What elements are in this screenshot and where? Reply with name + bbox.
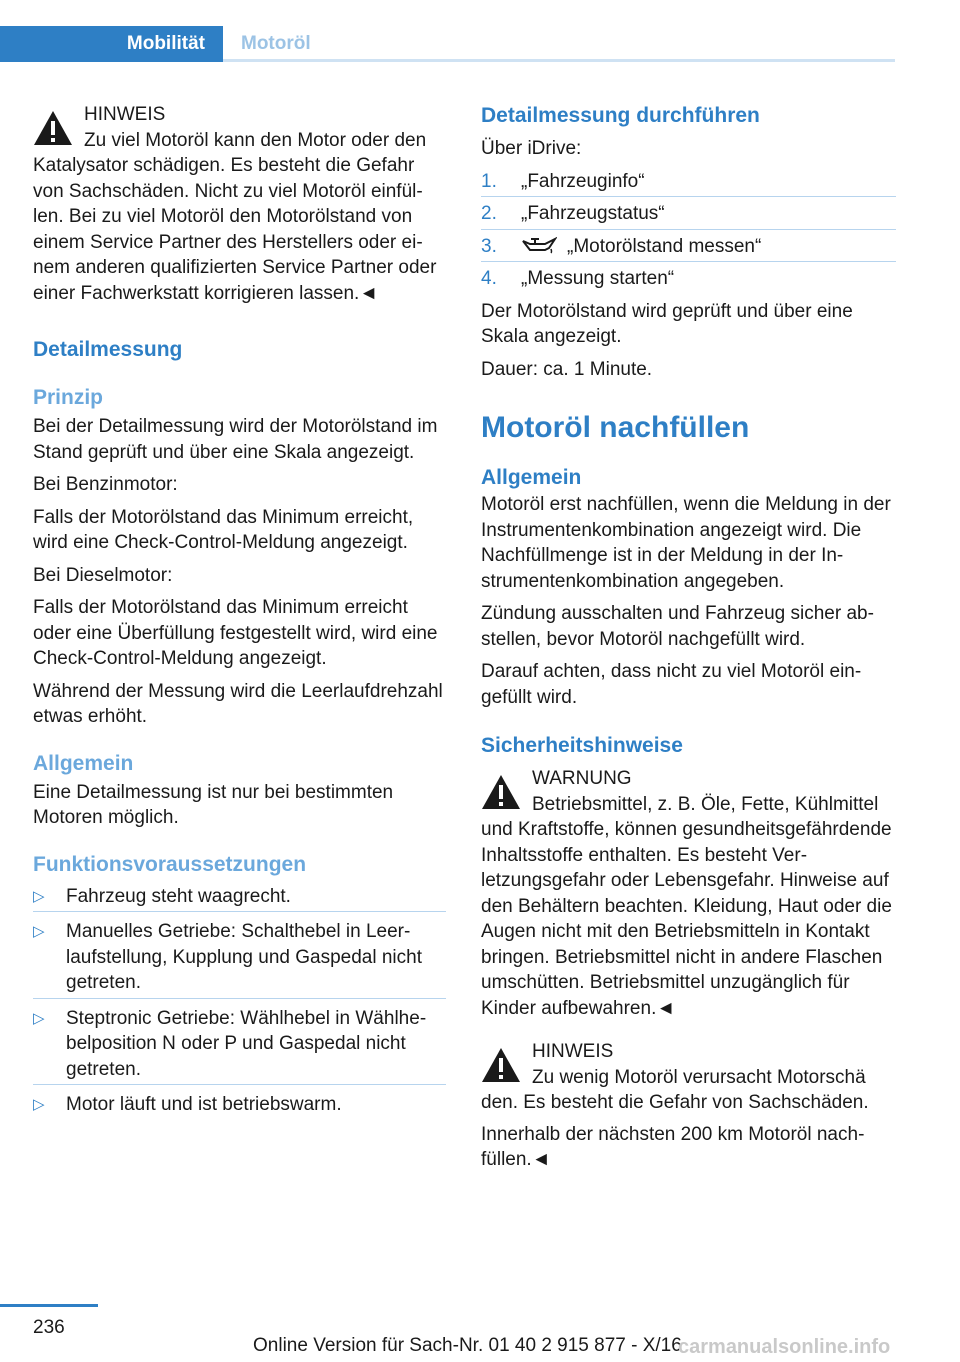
notice-box-2 — [481, 1039, 896, 1116]
notice-first-line: Zu viel Motoröl kann den Motor oder den — [84, 129, 427, 151]
tab-mobilitaet[interactable] — [0, 26, 223, 62]
list-item — [33, 919, 446, 996]
triangle-bullet-icon: ▷ — [33, 1009, 45, 1027]
step-number: 1. — [481, 170, 497, 192]
warning-box — [481, 766, 896, 1021]
triangle-bullet-icon: ▷ — [33, 1096, 45, 1113]
online-version-text: Online Version für Sach-Nr. 01 40 2 915 877 - X/16 — [253, 1335, 682, 1356]
paragraph-prinzip: Bei der Detailmessung wird der Motorölstand im Stand geprüft und über eine Skala angezeigt. — [33, 416, 438, 463]
list-item-text: Fahrzeug steht waagrecht. — [66, 885, 291, 907]
heading-sicherheitshinweise: Sicherheitshinweise — [481, 734, 683, 757]
list-item — [33, 1092, 446, 1118]
notice-box — [33, 102, 446, 306]
paragraph-diesel-label: Bei Dieselmotor: — [33, 564, 173, 586]
tab-divider — [223, 59, 895, 62]
step-number: 4. — [481, 268, 497, 289]
heading-allgemein: Allgemein — [33, 751, 134, 775]
triangle-bullet-icon: ▷ — [33, 887, 45, 905]
list-item — [481, 234, 896, 260]
paragraph-dauer: Dauer: ca. 1 Minute. — [481, 358, 653, 380]
warning-text: und Kraftstoffe, können gesundheitsgefährdende Inhaltsstoffe enthalten. Es besteht Verletzungsgefahr oder Lebensgefahr. Hinweise auf den Behältern beachten. Kleidung, Haut oder die Augen nicht mit den Betriebsmitteln in Kontakt bringen. Betriebsmittel nicht in andere Flaschen umschütten. Betriebsmittel unzugänglich für Kinder aufbewahren.◄ — [481, 819, 892, 1019]
step-text: „Motorölstand messen“ — [567, 235, 762, 257]
notice2-text: den. Es besteht die Gefahr von Sachschäden. — [481, 1092, 869, 1113]
paragraph-achten: Darauf achten, dass nicht zu viel Motoröl eingefüllt wird. — [481, 661, 862, 708]
paragraph-allgemein: Eine Detailmessung ist nur bei bestimmten Motoren möglich. — [33, 781, 394, 828]
step-text: „Fahrzeugstatus“ — [521, 203, 665, 224]
heading-funktionsvoraussetzungen: Funktionsvoraussetzungen — [33, 852, 307, 876]
left-column — [33, 102, 446, 1128]
warning-triangle-icon — [481, 774, 521, 810]
notice2-first-line: Zu wenig Motoröl verursacht Motorschä — [532, 1066, 866, 1088]
notice-text: Katalysator schädigen. Es besteht die Gefahr von Sachschäden. Nicht zu viel Motoröl einfüllen. Bei zu viel Motoröl den Motorölstand von einem Service Partner des Herstellers oder einem anderen qualifizierten Service Partner oder einer Fachwerkstatt korrigieren lassen.◄ — [33, 155, 437, 304]
tab-mobilitaet-label: Mobilität — [126, 33, 205, 54]
step-text: „Fahrzeuginfo“ — [521, 170, 645, 192]
header-tabbar — [0, 26, 895, 62]
list-item — [33, 1006, 446, 1083]
notice2-title: HINWEIS — [532, 1041, 614, 1062]
watermark: carmanualsonline.info — [678, 1336, 891, 1358]
steps-list — [481, 169, 896, 292]
paragraph-benzin: Falls der Motorölstand das Minimum erreicht, wird eine Check-Control-Meldung angezeigt. — [33, 506, 414, 553]
paragraph-200km: Innerhalb der nächsten 200 km Motoröl nachfüllen.◄ — [481, 1123, 865, 1170]
paragraph-benzin-label: Bei Benzinmotor: — [33, 474, 178, 495]
warning-triangle-icon — [33, 110, 73, 146]
tab-motoroel-label: Motoröl — [241, 33, 311, 54]
warning-title: WARNUNG — [532, 768, 632, 789]
heading-motoroel-nachfuellen: Motoröl nachfüllen — [481, 411, 750, 444]
step-number: 2. — [481, 203, 497, 224]
heading-detailmessung: Detailmessung — [33, 338, 183, 361]
list-item — [481, 266, 896, 292]
heading-allgemein-2: Allgemein — [481, 466, 582, 489]
heading-detailmessung-durchfuehren: Detailmessung durchführen — [481, 104, 760, 127]
list-item — [481, 201, 896, 227]
paragraph-allgemein-2: Motoröl erst nachfüllen, wenn die Meldung in der Instrumentenkombination angezeigt wird. Die Nachfüllmenge ist in der Meldung in der Instrumentenkombination angegeben. — [481, 494, 891, 592]
step-number: 3. — [481, 235, 497, 257]
tab-motoroel[interactable] — [223, 26, 311, 62]
list-item-text: Steptronic Getriebe: Wählhebel in Wählhebelposition N oder P und Gaspedal nicht getreten. — [66, 1007, 427, 1080]
list-item-text: Manuelles Getriebe: Schalthebel in Leerlaufstellung, Kupplung und Gaspedal nicht getreten. — [66, 921, 422, 993]
heading-prinzip: Prinzip — [33, 386, 104, 409]
paragraph-zuendung: Zündung ausschalten und Fahrzeug sicher abstellen, bevor Motoröl nachgefüllt wird. — [481, 603, 874, 650]
triangle-bullet-icon: ▷ — [33, 923, 45, 940]
step-text: „Messung starten“ — [521, 268, 675, 289]
paragraph-leerlauf: Während der Messung wird die Leerlaufdrehzahl etwas erhöht. — [33, 680, 443, 727]
paragraph-diesel: Falls der Motorölstand das Minimum erreicht oder eine Überfüllung festgestellt wird, wird eine Check-Control-Meldung angezeigt. — [33, 597, 438, 669]
oil-can-icon — [521, 236, 557, 254]
conditions-list — [33, 884, 446, 1118]
footer-rule — [0, 1304, 98, 1307]
notice-title: HINWEIS — [84, 104, 166, 125]
paragraph-idrive: Über iDrive: — [481, 138, 582, 159]
page-number: 236 — [33, 1317, 65, 1338]
warning-first-line: Betriebsmittel, z. B. Öle, Fette, Kühlmittel — [532, 793, 879, 815]
list-item — [481, 169, 896, 195]
paragraph-skala: Der Motorölstand wird geprüft und über eine Skala angezeigt. — [481, 300, 853, 347]
warning-triangle-icon — [481, 1047, 521, 1083]
list-item — [33, 884, 446, 910]
right-column — [481, 102, 896, 1180]
list-item-text: Motor läuft und ist betriebswarm. — [66, 1094, 342, 1115]
